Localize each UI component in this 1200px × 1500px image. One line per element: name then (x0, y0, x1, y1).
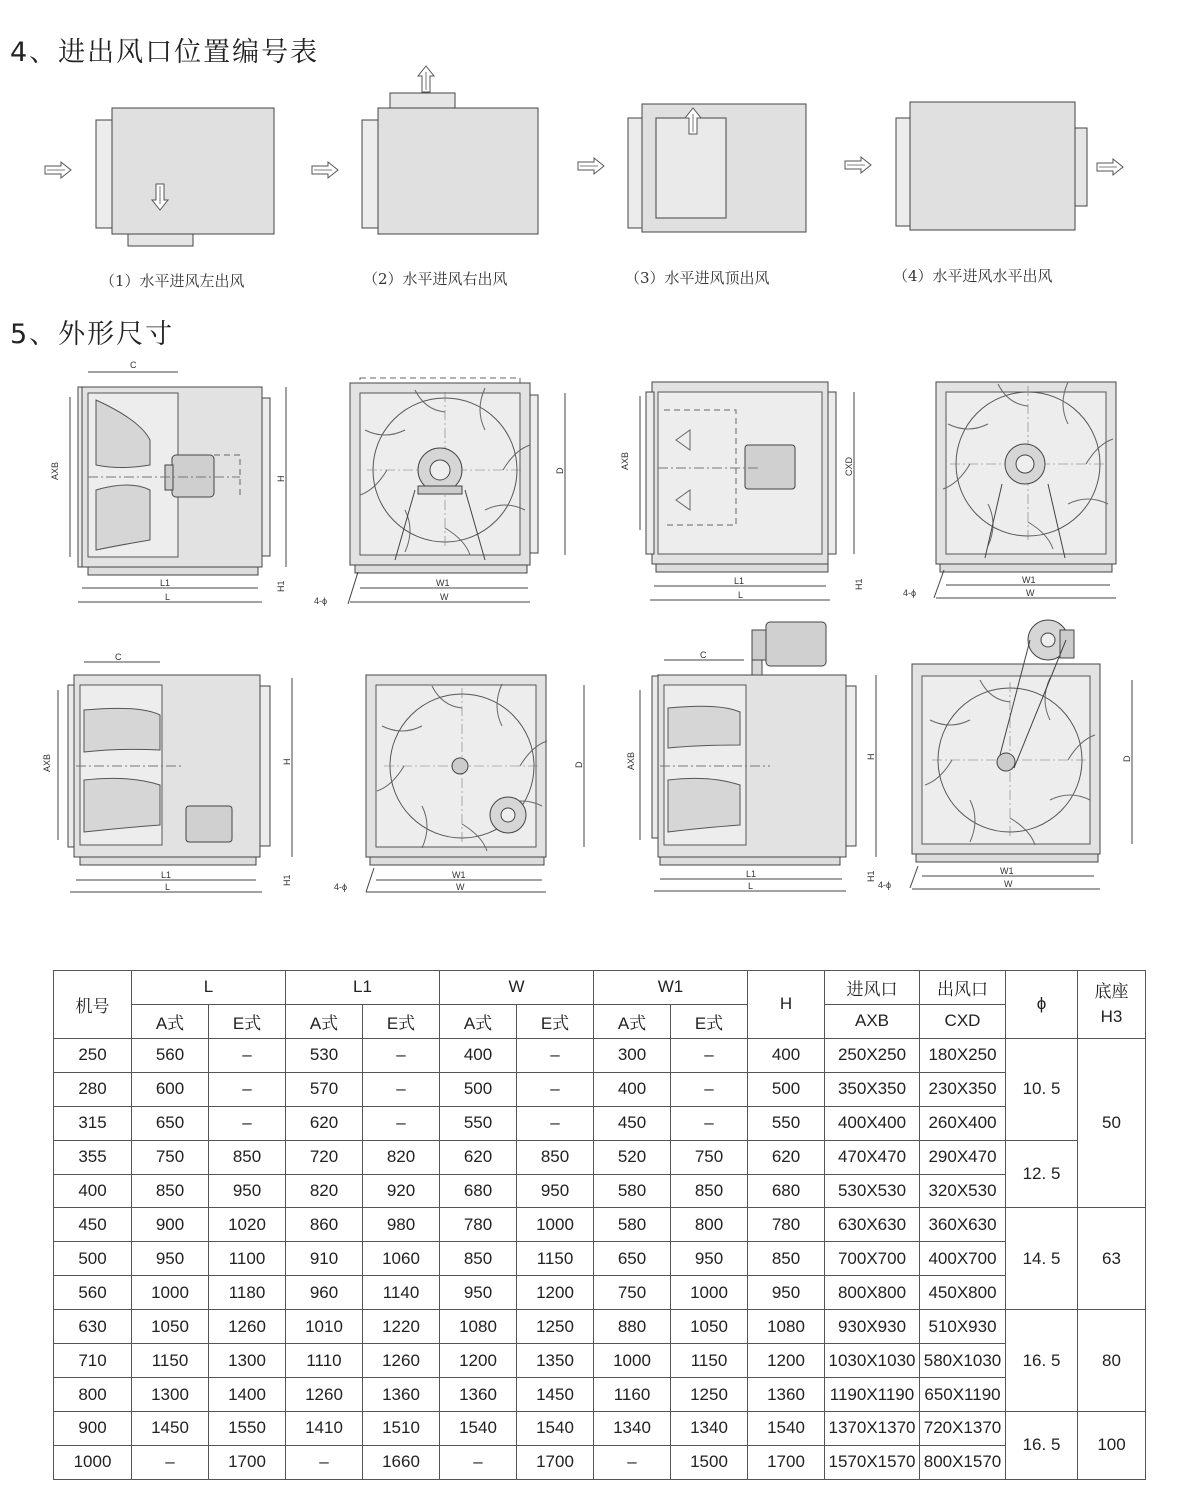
cell: 720 (286, 1140, 363, 1174)
header-inlet: 进风口 (825, 971, 920, 1005)
cell: 800X800 (825, 1276, 920, 1310)
dim-w-label: W (456, 882, 465, 892)
dim-h1-label: H1 (276, 580, 286, 592)
cell: 400 (594, 1072, 671, 1106)
dimension-drawing-front-8 (878, 620, 1132, 890)
cell: 1400 (209, 1378, 286, 1412)
cell: 700X700 (825, 1242, 920, 1276)
subheader-axb: AXB (825, 1004, 920, 1038)
cell: 520 (594, 1140, 671, 1174)
cell: 1450 (132, 1411, 209, 1445)
dimension-spec-table (53, 970, 1146, 1480)
cell: – (132, 1445, 209, 1479)
cell: 570 (286, 1072, 363, 1106)
cell: 1060 (363, 1242, 440, 1276)
cell: 450X800 (920, 1276, 1006, 1310)
cell: – (517, 1038, 594, 1072)
caption-config-2: （2）水平进风右出风 (363, 270, 508, 288)
cell: 550 (748, 1106, 825, 1140)
header-model: 机号 (54, 971, 132, 1039)
cell: 260X400 (920, 1106, 1006, 1140)
cell: 400X400 (825, 1106, 920, 1140)
table-row (54, 1310, 1146, 1344)
cell: 580 (594, 1208, 671, 1242)
dim-axb-label: AXB (42, 753, 52, 772)
subheader-e: E式 (209, 1004, 286, 1038)
cell: 1660 (363, 1445, 440, 1479)
table-row (54, 1344, 1146, 1378)
cell: 960 (286, 1276, 363, 1310)
cell: 920 (363, 1174, 440, 1208)
cell: 1700 (517, 1445, 594, 1479)
cell: – (671, 1072, 748, 1106)
dim-c-label: C (130, 360, 137, 370)
subheader-a: A式 (286, 1004, 363, 1038)
phi-group-cell: 12. 5 (1006, 1140, 1078, 1208)
cell: 250 (54, 1038, 132, 1072)
cell: 1030X1030 (825, 1344, 920, 1378)
cell: 1340 (594, 1411, 671, 1445)
cell: 1510 (363, 1411, 440, 1445)
dim-phi-label: 4-ϕ (903, 588, 917, 598)
cell: 820 (286, 1174, 363, 1208)
cell: 1150 (517, 1242, 594, 1276)
cell: 315 (54, 1106, 132, 1140)
inlet-arrow (578, 158, 604, 174)
cell: 780 (748, 1208, 825, 1242)
cell: 850 (209, 1140, 286, 1174)
cell: 820 (363, 1140, 440, 1174)
cell: 1350 (517, 1344, 594, 1378)
dim-l-label: L (165, 882, 171, 892)
dim-d-label: D (1122, 755, 1132, 762)
table-row (54, 1174, 1146, 1208)
cell: 1000 (594, 1344, 671, 1378)
cell: 1700 (209, 1445, 286, 1479)
cell: 650 (594, 1242, 671, 1276)
dim-h-label: H (866, 753, 876, 760)
base-group-cell: 100 (1078, 1411, 1146, 1479)
cell: 1020 (209, 1208, 286, 1242)
cell: 1570X1570 (825, 1445, 920, 1479)
cell: 900 (54, 1411, 132, 1445)
dim-w1-label: W1 (1000, 866, 1014, 876)
dim-h1-label: H1 (866, 870, 876, 882)
cell: 500 (748, 1072, 825, 1106)
table-row (54, 1445, 1146, 1479)
dim-h-label: H (276, 475, 286, 482)
cell: 1410 (286, 1411, 363, 1445)
dimension-drawing-side-5 (42, 652, 292, 892)
header-base-h3: 底座 H3 (1078, 971, 1146, 1039)
cell: 550 (440, 1106, 517, 1140)
cell: 580 (594, 1174, 671, 1208)
header-h: H (748, 971, 825, 1039)
dimension-drawing-side-7 (626, 622, 876, 891)
cell: 860 (286, 1208, 363, 1242)
cell: 1300 (132, 1378, 209, 1412)
outlet-arrow (418, 66, 434, 92)
dim-l-label: L (738, 590, 744, 600)
header-phi: ϕ (1006, 971, 1078, 1039)
outlet-arrow (1097, 159, 1123, 175)
dim-l1-label: L1 (734, 576, 745, 586)
cell: – (671, 1106, 748, 1140)
header-l1: L1 (286, 971, 440, 1005)
dim-w-label: W (1004, 879, 1013, 889)
cell: 1260 (286, 1378, 363, 1412)
cell: 1100 (209, 1242, 286, 1276)
dimension-drawing-side-1 (50, 360, 286, 602)
cell: 620 (748, 1140, 825, 1174)
dimension-drawing-front-2 (314, 378, 565, 606)
subheader-cxd: CXD (920, 1004, 1006, 1038)
cell: 680 (440, 1174, 517, 1208)
cell: 1540 (440, 1411, 517, 1445)
phi-group-cell: 16. 5 (1006, 1411, 1078, 1479)
cell: 360X630 (920, 1208, 1006, 1242)
cell: 900 (132, 1208, 209, 1242)
table-header-row (54, 971, 1146, 1005)
cell: 1180 (209, 1276, 286, 1310)
cell: 1540 (517, 1411, 594, 1445)
dim-phi-label: 4-ϕ (314, 596, 328, 606)
dim-h1-label: H1 (282, 874, 292, 886)
dim-c-label: C (115, 652, 122, 662)
cell: 880 (594, 1310, 671, 1344)
cell: 1340 (671, 1411, 748, 1445)
cell: 1010 (286, 1310, 363, 1344)
cell: 1110 (286, 1344, 363, 1378)
subheader-a: A式 (594, 1004, 671, 1038)
dimension-drawing-front-6 (334, 675, 584, 892)
table-row (54, 1106, 1146, 1140)
cell: 950 (517, 1174, 594, 1208)
cell: – (517, 1106, 594, 1140)
inlet-arrow (45, 162, 71, 178)
cell: 800 (54, 1378, 132, 1412)
cell: 580X1030 (920, 1344, 1006, 1378)
section-4-heading: 4、进出风口位置编号表 (10, 37, 320, 68)
cell: 1200 (517, 1276, 594, 1310)
table-row (54, 1276, 1146, 1310)
table-row (54, 1208, 1146, 1242)
cell: 1550 (209, 1411, 286, 1445)
config-3-diagram (578, 104, 806, 232)
caption-config-4: （4）水平进风水平出风 (893, 267, 1053, 285)
cell: 950 (440, 1276, 517, 1310)
dim-l1-label: L1 (161, 870, 172, 880)
cell: 1300 (209, 1344, 286, 1378)
cell: 850 (517, 1140, 594, 1174)
cell: 450 (54, 1208, 132, 1242)
cell: 290X470 (920, 1140, 1006, 1174)
cell: 300 (594, 1038, 671, 1072)
dim-l-label: L (748, 881, 754, 891)
cell: 1000 (517, 1208, 594, 1242)
cell: 950 (132, 1242, 209, 1276)
dim-w1-label: W1 (436, 578, 450, 588)
cell: 800X1570 (920, 1445, 1006, 1479)
subheader-e: E式 (671, 1004, 748, 1038)
cell: 1250 (671, 1378, 748, 1412)
table-row (54, 1411, 1146, 1445)
dim-c-label: C (700, 650, 707, 660)
dim-d-label: D (574, 761, 584, 768)
cell: 510X930 (920, 1310, 1006, 1344)
inlet-arrow (845, 157, 871, 173)
cell: 910 (286, 1242, 363, 1276)
dimension-drawing-side-3 (620, 382, 864, 600)
cell: 750 (671, 1140, 748, 1174)
cell: – (209, 1072, 286, 1106)
cell: 500 (54, 1242, 132, 1276)
dim-axb-label: AXB (50, 461, 60, 480)
config-1-diagram (45, 108, 274, 246)
dim-l1-label: L1 (160, 578, 171, 588)
cell: 1200 (440, 1344, 517, 1378)
cell: – (440, 1445, 517, 1479)
cell: 530X530 (825, 1174, 920, 1208)
dim-h-label: H (282, 758, 292, 765)
cell: 1450 (517, 1378, 594, 1412)
cell: 1050 (132, 1310, 209, 1344)
header-w1: W1 (594, 971, 748, 1005)
phi-group-cell: 10. 5 (1006, 1038, 1078, 1140)
cell: – (517, 1072, 594, 1106)
cell: 400 (54, 1174, 132, 1208)
dim-l1-label: L1 (746, 869, 757, 879)
caption-config-1: （1）水平进风左出风 (100, 272, 245, 290)
cell: 180X250 (920, 1038, 1006, 1072)
cell: 1000 (671, 1276, 748, 1310)
cell: – (594, 1445, 671, 1479)
phi-group-cell: 16. 5 (1006, 1310, 1078, 1412)
dimension-drawing-front-4 (903, 382, 1116, 598)
cell: 620 (286, 1106, 363, 1140)
cell: 400 (440, 1038, 517, 1072)
header-outlet: 出风口 (920, 971, 1006, 1005)
cell: 1700 (748, 1445, 825, 1479)
table-row (54, 1378, 1146, 1412)
cell: 930X930 (825, 1310, 920, 1344)
cell: 400X700 (920, 1242, 1006, 1276)
cell: 750 (132, 1140, 209, 1174)
cell: 1080 (748, 1310, 825, 1344)
cell: – (363, 1072, 440, 1106)
cell: 1080 (440, 1310, 517, 1344)
cell: 720X1370 (920, 1411, 1006, 1445)
base-group-cell: 63 (1078, 1208, 1146, 1310)
cell: 1050 (671, 1310, 748, 1344)
cell: 1250 (517, 1310, 594, 1344)
cell: 1000 (54, 1445, 132, 1479)
base-group-cell: 80 (1078, 1310, 1146, 1412)
cell: – (363, 1038, 440, 1072)
caption-config-3: （3）水平进风顶出风 (625, 269, 770, 287)
dim-w-label: W (1026, 588, 1035, 598)
cell: 500 (440, 1072, 517, 1106)
base-group-cell: 50 (1078, 1038, 1146, 1208)
dim-axb-label: AXB (620, 451, 630, 470)
cell: 620 (440, 1140, 517, 1174)
config-4-diagram (845, 102, 1123, 230)
cell: 1140 (363, 1276, 440, 1310)
dim-w1-label: W1 (452, 870, 466, 880)
header-l: L (132, 971, 286, 1005)
cell: 1360 (363, 1378, 440, 1412)
cell: 250X250 (825, 1038, 920, 1072)
cell: 850 (440, 1242, 517, 1276)
cell: 1260 (209, 1310, 286, 1344)
cell: 1000 (132, 1276, 209, 1310)
cell: 1190X1190 (825, 1378, 920, 1412)
dim-l-label: L (165, 592, 171, 602)
dim-w-label: W (440, 592, 449, 602)
dim-axb-label: AXB (626, 751, 636, 770)
cell: 530 (286, 1038, 363, 1072)
cell: 980 (363, 1208, 440, 1242)
cell: 630X630 (825, 1208, 920, 1242)
cell: 850 (132, 1174, 209, 1208)
cell: 1200 (748, 1344, 825, 1378)
cell: 355 (54, 1140, 132, 1174)
subheader-e: E式 (363, 1004, 440, 1038)
table-row (54, 1242, 1146, 1276)
cell: 560 (132, 1038, 209, 1072)
inlet-arrow (312, 162, 338, 178)
cell: 1360 (748, 1378, 825, 1412)
cell: 1370X1370 (825, 1411, 920, 1445)
cell: 1360 (440, 1378, 517, 1412)
cell: 950 (671, 1242, 748, 1276)
cell: – (286, 1445, 363, 1479)
dim-h1-label: H1 (854, 578, 864, 590)
cell: 650 (132, 1106, 209, 1140)
cell: 1540 (748, 1411, 825, 1445)
dim-phi-label: 4-ϕ (878, 880, 892, 890)
cell: 560 (54, 1276, 132, 1310)
dim-cxd-label: CXD (844, 456, 854, 476)
cell: 950 (209, 1174, 286, 1208)
cell: 1500 (671, 1445, 748, 1479)
cell: 680 (748, 1174, 825, 1208)
cell: 780 (440, 1208, 517, 1242)
cell: 950 (748, 1276, 825, 1310)
cell: 630 (54, 1310, 132, 1344)
cell: 800 (671, 1208, 748, 1242)
subheader-a: A式 (132, 1004, 209, 1038)
cell: – (363, 1106, 440, 1140)
cell: 1150 (671, 1344, 748, 1378)
table-subheader-row (54, 1004, 1146, 1038)
table-row (54, 1140, 1146, 1174)
subheader-e: E式 (517, 1004, 594, 1038)
cell: – (209, 1038, 286, 1072)
dim-w1-label: W1 (1022, 575, 1036, 585)
table-row (54, 1038, 1146, 1072)
cell: 1260 (363, 1344, 440, 1378)
cell: 750 (594, 1276, 671, 1310)
cell: 230X350 (920, 1072, 1006, 1106)
cell: 850 (748, 1242, 825, 1276)
dim-phi-label: 4-ϕ (334, 882, 348, 892)
cell: 650X1190 (920, 1378, 1006, 1412)
cell: 350X350 (825, 1072, 920, 1106)
cell: 710 (54, 1344, 132, 1378)
subheader-a: A式 (440, 1004, 517, 1038)
cell: 320X530 (920, 1174, 1006, 1208)
cell: 450 (594, 1106, 671, 1140)
table-row (54, 1072, 1146, 1106)
cell: – (209, 1106, 286, 1140)
dim-d-label: D (555, 467, 565, 474)
header-w: W (440, 971, 594, 1005)
cell: 400 (748, 1038, 825, 1072)
cell: 280 (54, 1072, 132, 1106)
cell: 600 (132, 1072, 209, 1106)
cell: 1150 (132, 1344, 209, 1378)
config-2-diagram (312, 66, 538, 234)
phi-group-cell: 14. 5 (1006, 1208, 1078, 1310)
section-5-heading: 5、外形尺寸 (10, 319, 175, 350)
cell: 1220 (363, 1310, 440, 1344)
cell: 850 (671, 1174, 748, 1208)
cell: 470X470 (825, 1140, 920, 1174)
cell: 1160 (594, 1378, 671, 1412)
cell: – (671, 1038, 748, 1072)
